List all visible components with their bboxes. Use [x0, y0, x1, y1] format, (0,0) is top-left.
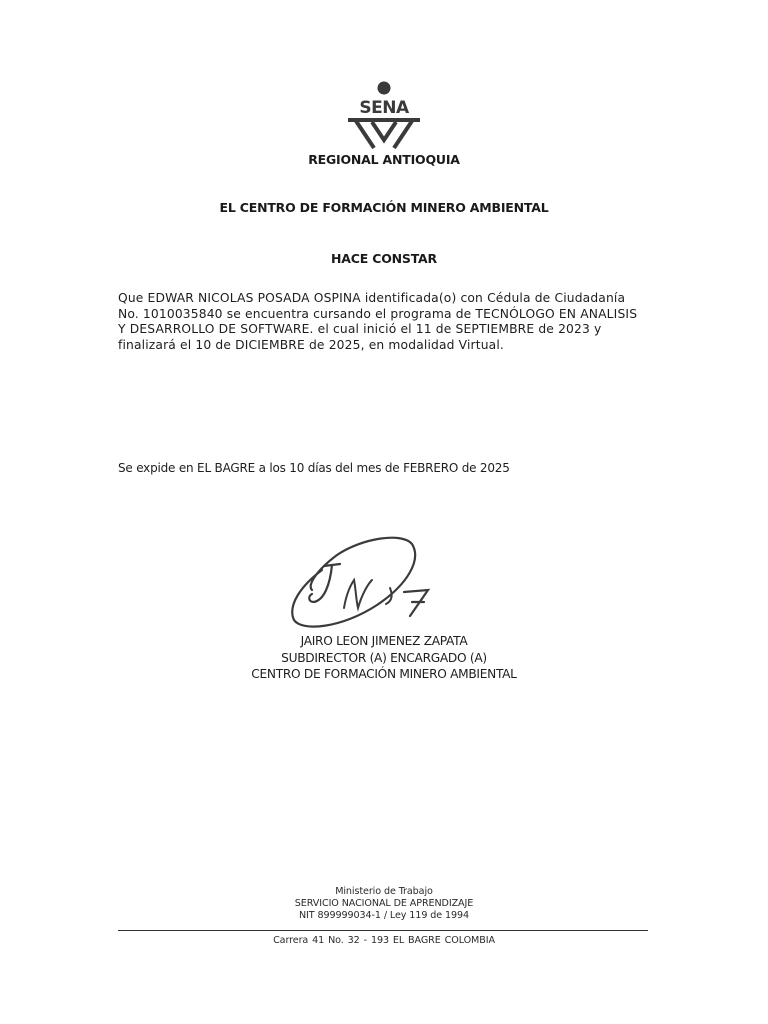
signer-name: JAIRO LEON JIMENEZ ZAPATA [300, 634, 468, 648]
certification-paragraph: Que EDWAR NICOLAS POSADA OSPINA identificada(o) con Cédula de Ciudadanía No. 1010035840 se encuentra cursando el programa de TECNÓLOGO EN ANALISIS Y DESARROLLO DE SOFTWARE. el cual inició el 11 de SEPTIEMBRE de 2023 y finalizará el 10 de DICIEMBRE de 2025, en modalidad Virtual. [118, 291, 638, 352]
centro-title: EL CENTRO DE FORMACIÓN MINERO AMBIENTAL [219, 200, 549, 215]
footer-servicio: SERVICIO NACIONAL DE APRENDIZAJE [294, 898, 474, 909]
footer-address: Carrera 41 No. 32 - 193 EL BAGRE COLOMBIA [273, 935, 495, 946]
footer-nit: NIT 899999034-1 / Ley 119 de 1994 [298, 910, 470, 921]
hace-constar-heading: HACE CONSTAR [331, 251, 437, 266]
footer-ministerio: Ministerio de Trabajo [335, 886, 433, 897]
handwritten-signature [282, 530, 442, 635]
signer-title: SUBDIRECTOR (A) ENCARGADO (A) [281, 651, 487, 665]
sena-logo-text: SENA [359, 98, 409, 118]
footer-divider [118, 930, 648, 931]
signer-center: CENTRO DE FORMACIÓN MINERO AMBIENTAL [251, 667, 517, 681]
issue-statement: Se expide en EL BAGRE a los 10 días del mes de FEBRERO de 2025 [118, 461, 510, 475]
regional-title: REGIONAL ANTIOQUIA [308, 152, 460, 167]
sena-logo [344, 80, 424, 156]
